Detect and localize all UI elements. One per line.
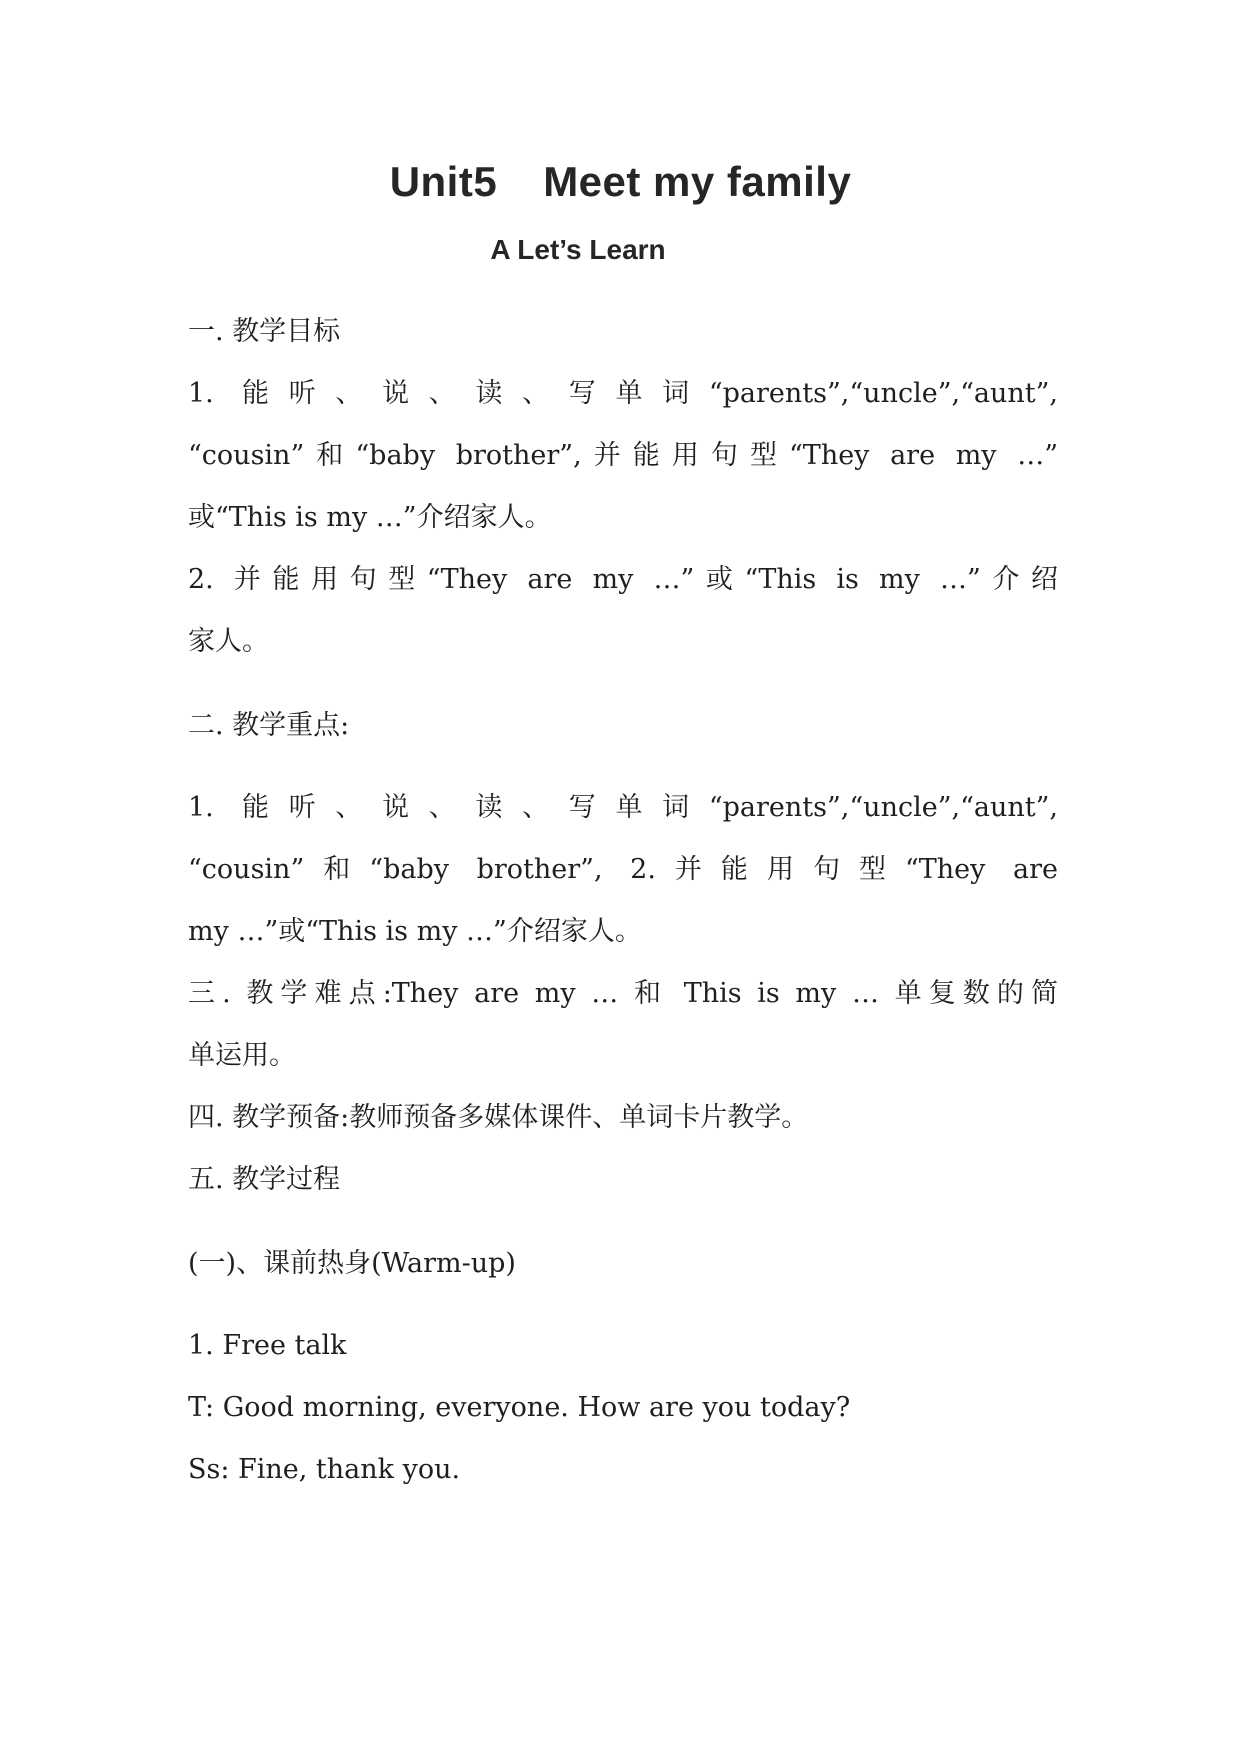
document-subtitle: A Let’s Learn <box>490 234 666 265</box>
section-heading-goals: 一. 教学目标 <box>188 316 341 347</box>
section-heading-process: 五. 教学过程 <box>188 1164 341 1195</box>
goal-1-line-3: 或“This is my …”介绍家人。 <box>188 502 552 533</box>
title-text: Meet my family <box>543 158 852 205</box>
key-point-line-1: 1. 能听、说、读、写单词“parents”,“uncle”,“aunt”, <box>188 792 1058 823</box>
title-unit: Unit5 <box>389 158 498 205</box>
key-point-line-3: my …”或“This is my …”介绍家人。 <box>188 916 642 947</box>
free-talk-heading: 1. Free talk <box>188 1330 347 1361</box>
section-difficulties-line-2: 单运用。 <box>188 1040 296 1071</box>
goal-1-line-1: 1. 能听、说、读、写单词“parents”,“uncle”,“aunt”, <box>188 378 1058 409</box>
key-point-line-2: “cousin”和“baby brother”, 2.并能用句型“They are <box>188 854 1058 885</box>
goal-1-line-2: “cousin”和“baby brother”,并能用句型“They are my …” <box>188 440 1058 471</box>
dialogue-teacher: T: Good morning, everyone. How are you today? <box>188 1392 851 1423</box>
section-heading-key-points: 二. 教学重点: <box>188 710 350 741</box>
goal-2-line-1: 2. 并能用句型“They are my …”或“This is my …”介绍 <box>188 564 1058 595</box>
dialogue-students: Ss: Fine, thank you. <box>188 1454 461 1485</box>
document-title <box>0 158 1241 206</box>
section-difficulties-line-1: 三. 教学难点:They are my … 和 This is my … 单复数的简 <box>188 978 1058 1009</box>
goal-2-line-2: 家人。 <box>188 626 269 657</box>
warm-up-heading: (一)、课前热身(Warm-up) <box>188 1248 516 1279</box>
section-preparation: 四. 教学预备:教师预备多媒体课件、单词卡片教学。 <box>188 1102 809 1133</box>
